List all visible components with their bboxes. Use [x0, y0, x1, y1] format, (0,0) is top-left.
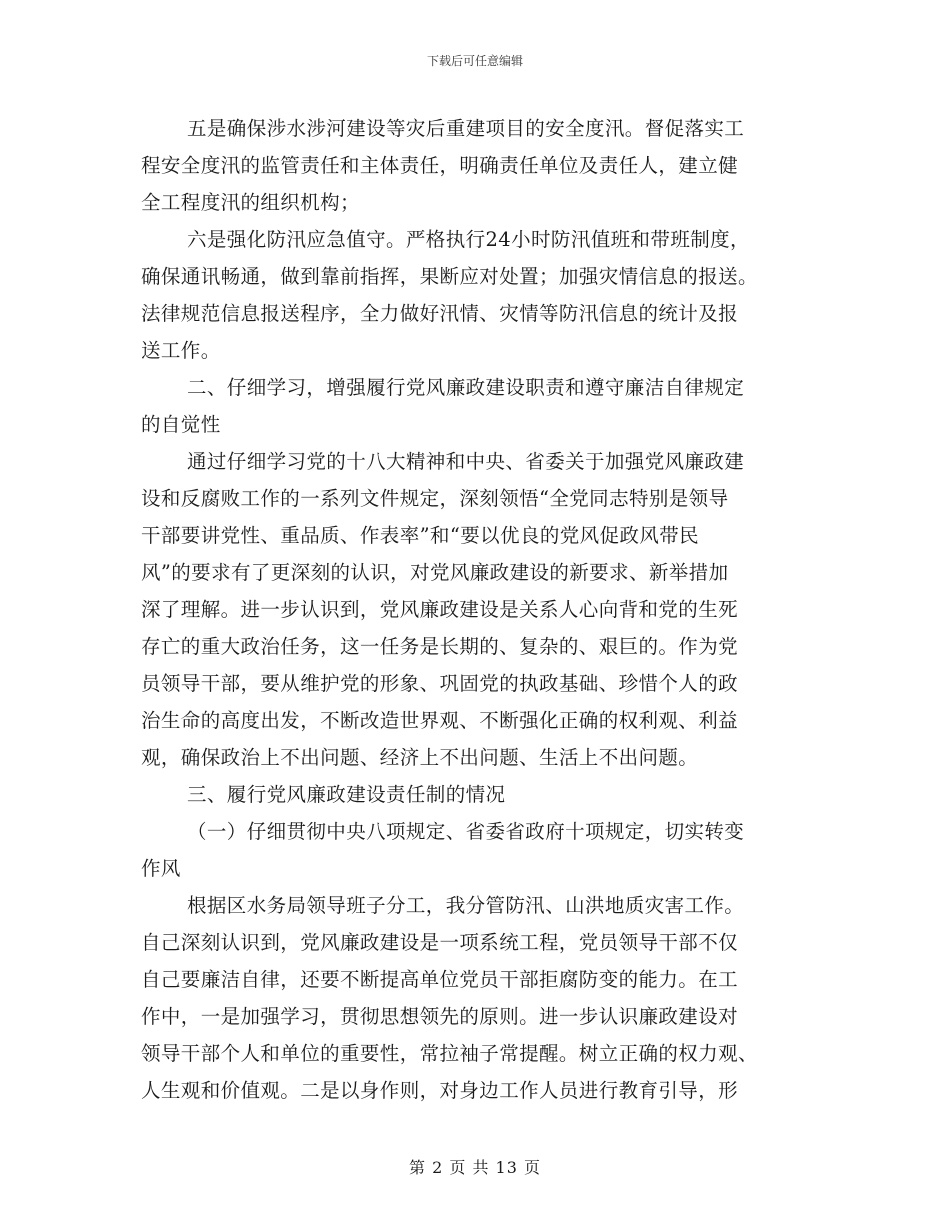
text-line: 深了理解。进一步认识到，党风廉政建设是关系人心向背和党的生死: [141, 598, 739, 621]
text-line: 治生命的高度出发，不断改造世界观、不断强化正确的权利观、利益: [141, 709, 739, 732]
text-line: 作中，一是加强学习，贯彻思想领先的原则。进一步认识廉政建设对: [141, 1005, 739, 1028]
text-line: 三、履行党风廉政建设责任制的情况: [187, 783, 506, 806]
text-line: 程安全度汛的监管责任和主体责任，明确责任单位及责任人，建立健: [141, 154, 739, 177]
text-line: 确保通讯畅通，做到靠前指挥，果断应对处置；加强灾情信息的报送。: [141, 265, 758, 288]
text-line: 自己要廉洁自律，还要不断提高单位党员干部拒腐防变的能力。在工: [141, 968, 739, 991]
text-line: 送工作。: [141, 339, 221, 362]
text-line: 人生观和价值观。二是以身作则，对身边工作人员进行教育引导，形: [141, 1079, 739, 1102]
text-line: 的自觉性: [141, 413, 221, 436]
text-line: 存亡的重大政治任务，这一任务是长期的、复杂的、艰巨的。作为党: [141, 635, 739, 658]
text-line: 作风: [141, 857, 181, 880]
text-line: 法律规范信息报送程序，全力做好汛情、灾情等防汛信息的统计及报: [141, 302, 739, 325]
page-number: 第 2 页 共 13 页: [409, 1158, 541, 1177]
text-line: 全工程度汛的组织机构；: [141, 191, 360, 214]
text-line: （一）仔细贯彻中央八项规定、省委省政府十项规定，切实转变: [187, 820, 745, 843]
document-body: [141, 110, 809, 1109]
text-line: 设和反腐败工作的一系列文件规定，深刻领悟“全党同志特别是领导: [141, 487, 729, 510]
page-header: 下载后可任意编辑: [426, 54, 523, 68]
text-line: 六是强化防汛应急值守。严格执行24小时防汛值班和带班制度，: [187, 228, 750, 251]
text-line: 二、仔细学习，增强履行党风廉政建设职责和遵守廉洁自律规定: [187, 376, 745, 399]
text-line: 根据区水务局领导班子分工，我分管防汛、山洪地质灾害工作。: [187, 894, 745, 917]
text-line: 自己深刻认识到，党风廉政建设是一项系统工程，党员领导干部不仅: [141, 931, 739, 954]
text-line: 通过仔细学习党的十八大精神和中央、省委关于加强党风廉政建: [187, 450, 745, 473]
text-line: 观，确保政治上不出问题、经济上不出问题、生活上不出问题。: [141, 746, 699, 769]
text-line: 五是确保涉水涉河建设等灾后重建项目的安全度汛。督促落实工: [187, 117, 745, 140]
text-line: 干部要讲党性、重品质、作表率”和“要以优良的党风促政风带民: [141, 524, 700, 547]
text-line: 领导干部个人和单位的重要性，常拉袖子常提醒。树立正确的权力观、: [141, 1042, 758, 1065]
text-line: 员领导干部，要从维护党的形象、巩固党的执政基础、珍惜个人的政: [141, 672, 739, 695]
text-line: 风”的要求有了更深刻的认识，对党风廉政建设的新要求、新举措加: [141, 561, 729, 584]
